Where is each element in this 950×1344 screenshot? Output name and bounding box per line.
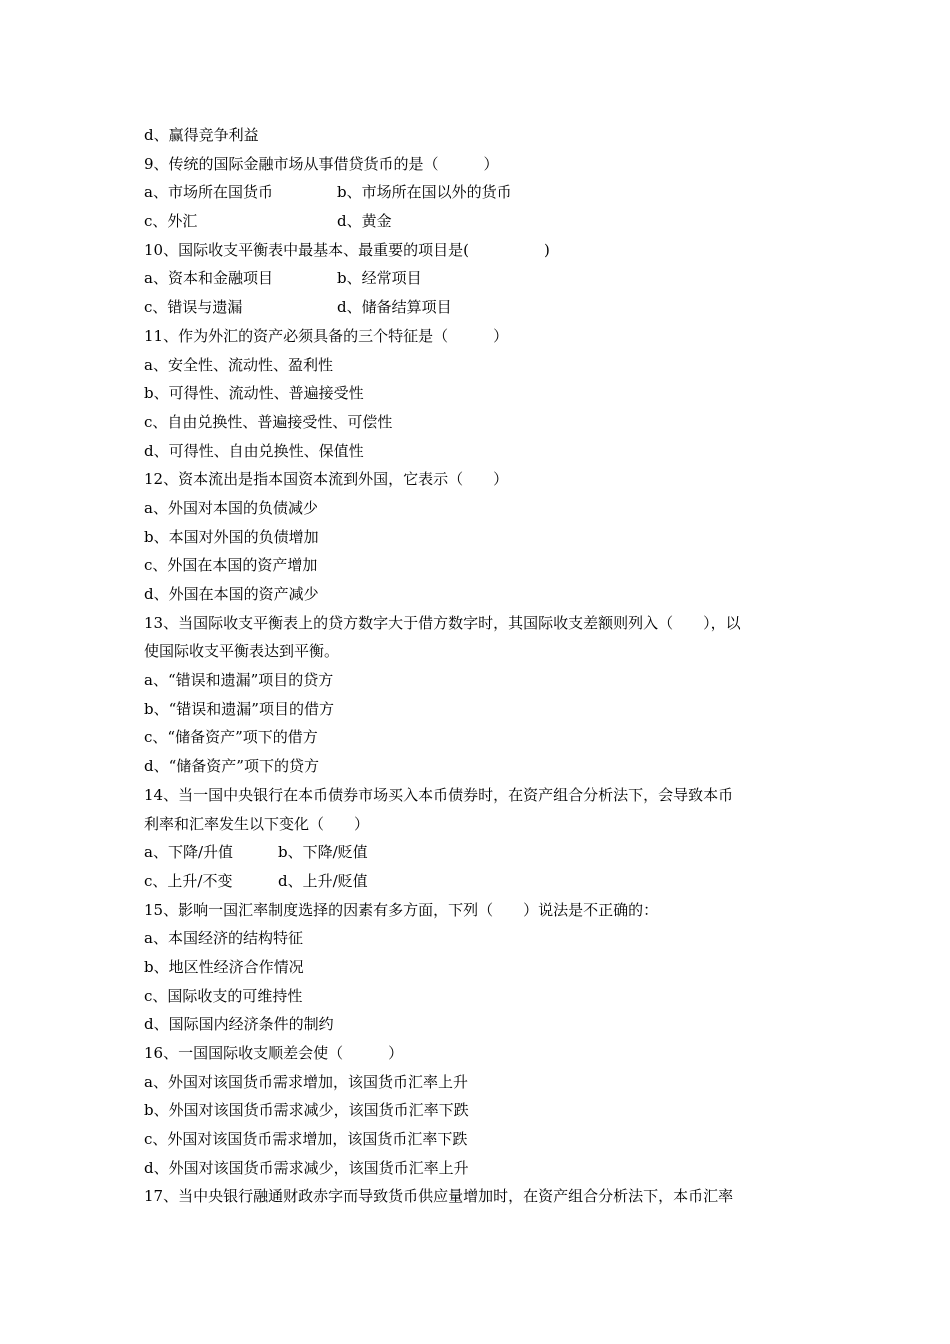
option-text: d、储备结算项目 (337, 298, 452, 317)
option-text: d、可得性、自由兑换性、保值性 (144, 441, 364, 460)
option-text: c、外国在本国的资产增加 (144, 556, 318, 575)
option-text: d、国际国内经济条件的制约 (144, 1015, 334, 1034)
option-text: d、黄金 (337, 212, 392, 231)
option-row (144, 838, 814, 867)
question-text: 15、影响一国汇率制度选择的因素有多方面，下列（ ）说法是不正确的： (144, 900, 659, 919)
option-row (144, 178, 814, 207)
option-text: d、上升/贬值 (278, 871, 368, 890)
option-text: a、外国对本国的负债减少 (144, 498, 318, 517)
option-text: c、自由兑换性、普遍接受性、可偿性 (144, 412, 393, 431)
option-text: b、“错误和遗漏”项目的借方 (144, 699, 334, 718)
option-text: a、外国对该国货币需求增加，该国货币汇率上升 (144, 1072, 468, 1091)
option-text: c、上升/不变 (144, 871, 233, 890)
option-text: b、本国对外国的负债增加 (144, 527, 319, 546)
question-text: 10、国际收支平衡表中最基本、最重要的项目是( ) (144, 240, 550, 259)
option-row (144, 293, 814, 322)
question-text: 17、当中央银行融通财政赤字而导致货币供应量增加时，在资产组合分析法下，本币汇率 (144, 1187, 734, 1206)
question-text: 利率和汇率发生以下变化（ ） (144, 814, 370, 833)
option-text: b、外国对该国货币需求减少，该国货币汇率下跌 (144, 1101, 469, 1120)
option-text: c、外国对该国货币需求增加，该国货币汇率下跌 (144, 1130, 468, 1149)
option-text: a、“错误和遗漏”项目的贷方 (144, 671, 334, 690)
option-text: d、外国对该国货币需求减少，该国货币汇率上升 (144, 1158, 469, 1177)
question-text: 使国际收支平衡表达到平衡。 (144, 642, 340, 661)
option-text: b、地区性经济合作情况 (144, 957, 304, 976)
option-row (144, 264, 814, 293)
option-text: b、经常项目 (337, 269, 422, 288)
option-text: b、市场所在国以外的货币 (337, 183, 512, 202)
option-text: a、本国经济的结构特征 (144, 929, 303, 948)
question-text: 13、当国际收支平衡表上的贷方数字大于借方数字时，其国际收支差额则列入（ ），以 (144, 613, 741, 632)
option-text: c、“储备资产”项下的借方 (144, 728, 318, 747)
option-text: b、下降/贬值 (278, 843, 368, 862)
option-text: c、国际收支的可维持性 (144, 986, 303, 1005)
question-text: 14、当一国中央银行在本币债券市场买入本币债券时，在资产组合分析法下，会导致本币 (144, 785, 734, 804)
question-text: 16、一国国际收支顺差会使（ ） (144, 1044, 404, 1062)
option-text: c、外汇 (144, 212, 198, 231)
option-row (144, 867, 814, 896)
document-body (144, 121, 814, 1211)
option-text: d、“储备资产”项下的贷方 (144, 757, 319, 776)
option-row (144, 207, 814, 236)
option-text: a、下降/升值 (144, 843, 233, 862)
question-text: 12、资本流出是指本国资本流到外国，它表示（ ） (144, 470, 509, 489)
option-text: a、市场所在国货币 (144, 183, 273, 202)
option-text: a、安全性、流动性、盈利性 (144, 355, 333, 374)
option-text: d、赢得竞争利益 (144, 126, 259, 144)
question-text: 11、作为外汇的资产必须具备的三个特征是（ ） (144, 326, 509, 345)
option-text: c、错误与遗漏 (144, 298, 243, 317)
question-text: 9、传统的国际金融市场从事借贷货币的是（ ） (144, 154, 499, 173)
option-text: a、资本和金融项目 (144, 269, 273, 288)
option-text: b、可得性、流动性、普遍接受性 (144, 384, 364, 403)
option-text: d、外国在本国的资产减少 (144, 585, 319, 603)
